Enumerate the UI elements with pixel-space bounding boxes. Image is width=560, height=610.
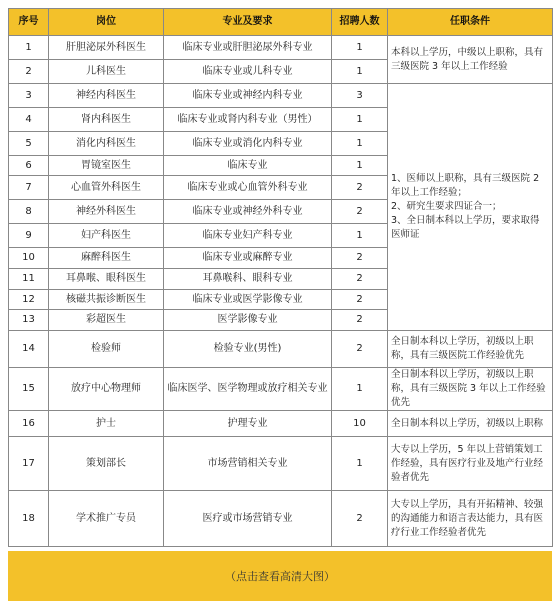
row-post: 彩超医生 bbox=[49, 310, 164, 331]
row-count: 1 bbox=[332, 437, 388, 491]
row-no: 9 bbox=[9, 224, 49, 248]
footer-label: （点击查看高清大图） bbox=[225, 570, 335, 583]
header-major: 专业及要求 bbox=[164, 9, 332, 36]
row-post: 肝胆泌尿外科医生 bbox=[49, 36, 164, 60]
row-major: 护理专业 bbox=[164, 411, 332, 437]
row-post: 护士 bbox=[49, 411, 164, 437]
row-no: 6 bbox=[9, 156, 49, 176]
row-no: 11 bbox=[9, 269, 49, 290]
row-major: 临床医学、医学物理或放疗相关专业 bbox=[164, 368, 332, 411]
table-row bbox=[9, 411, 553, 437]
row-count: 2 bbox=[332, 331, 388, 368]
row-major: 临床专业 bbox=[164, 156, 332, 176]
row-major: 耳鼻喉科、眼科专业 bbox=[164, 269, 332, 290]
row-post: 耳鼻喉、眼科医生 bbox=[49, 269, 164, 290]
row-no: 15 bbox=[9, 368, 49, 411]
row-no: 7 bbox=[9, 176, 49, 200]
row-post: 麻醉科医生 bbox=[49, 248, 164, 269]
row-post: 心血管外科医生 bbox=[49, 176, 164, 200]
table-row bbox=[9, 36, 553, 60]
row-no: 4 bbox=[9, 108, 49, 132]
row-major: 临床专业或神经外科专业 bbox=[164, 200, 332, 224]
recruitment-table bbox=[8, 8, 553, 547]
row-count: 2 bbox=[332, 176, 388, 200]
row-no: 17 bbox=[9, 437, 49, 491]
row-post: 策划部长 bbox=[49, 437, 164, 491]
row-count: 2 bbox=[332, 248, 388, 269]
requirement-cell: 全日制本科以上学历，初级以上职称，具有三级医院 3 年以上工作经验优先 bbox=[388, 368, 553, 411]
row-major: 市场营销相关专业 bbox=[164, 437, 332, 491]
row-count: 2 bbox=[332, 491, 388, 547]
header-post: 岗位 bbox=[49, 9, 164, 36]
row-count: 1 bbox=[332, 36, 388, 60]
row-post: 学术推广专员 bbox=[49, 491, 164, 547]
row-major: 医学影像专业 bbox=[164, 310, 332, 331]
requirement-cell: 大专以上学历，5 年以上营销策划工作经验，具有医疗行业及地产行业经验者优先 bbox=[388, 437, 553, 491]
row-post: 检验师 bbox=[49, 331, 164, 368]
row-count: 1 bbox=[332, 368, 388, 411]
row-no: 3 bbox=[9, 84, 49, 108]
row-major: 临床专业或肾内科专业（男性） bbox=[164, 108, 332, 132]
row-count: 1 bbox=[332, 60, 388, 84]
row-major: 临床专业或麻醉专业 bbox=[164, 248, 332, 269]
row-count: 2 bbox=[332, 200, 388, 224]
row-no: 12 bbox=[9, 290, 49, 310]
row-post: 神经内科医生 bbox=[49, 84, 164, 108]
header-requirements: 任职条件 bbox=[388, 9, 553, 36]
requirement-cell: 全日制本科以上学历，初级以上职称 bbox=[388, 411, 553, 437]
row-post: 胃镜室医生 bbox=[49, 156, 164, 176]
header-count: 招聘人数 bbox=[332, 9, 388, 36]
table-row bbox=[9, 84, 553, 108]
requirement-cell: 本科以上学历，中级以上职称，具有三级医院 3 年以上工作经验 bbox=[388, 36, 553, 84]
table-row bbox=[9, 491, 553, 547]
row-count: 2 bbox=[332, 310, 388, 331]
row-major: 临床专业或医学影像专业 bbox=[164, 290, 332, 310]
row-post: 神经外科医生 bbox=[49, 200, 164, 224]
row-no: 1 bbox=[9, 36, 49, 60]
row-no: 10 bbox=[9, 248, 49, 269]
row-no: 18 bbox=[9, 491, 49, 547]
header-no: 序号 bbox=[9, 9, 49, 36]
table-row bbox=[9, 368, 553, 411]
row-major: 临床专业或消化内科专业 bbox=[164, 132, 332, 156]
row-no: 2 bbox=[9, 60, 49, 84]
row-count: 1 bbox=[332, 108, 388, 132]
row-post: 核磁共振诊断医生 bbox=[49, 290, 164, 310]
row-no: 14 bbox=[9, 331, 49, 368]
row-post: 肾内科医生 bbox=[49, 108, 164, 132]
row-major: 临床专业或儿科专业 bbox=[164, 60, 332, 84]
row-post: 妇产科医生 bbox=[49, 224, 164, 248]
row-major: 医疗或市场营销专业 bbox=[164, 491, 332, 547]
row-major: 临床专业或肝胆泌尿外科专业 bbox=[164, 36, 332, 60]
row-post: 放疗中心物理师 bbox=[49, 368, 164, 411]
requirement-cell: 全日制本科以上学历，初级以上职称，具有三级医院工作经验优先 bbox=[388, 331, 553, 368]
row-major: 检验专业(男性) bbox=[164, 331, 332, 368]
row-no: 8 bbox=[9, 200, 49, 224]
row-count: 2 bbox=[332, 290, 388, 310]
row-count: 1 bbox=[332, 156, 388, 176]
row-count: 1 bbox=[332, 132, 388, 156]
row-count: 10 bbox=[332, 411, 388, 437]
row-major: 临床专业或神经内科专业 bbox=[164, 84, 332, 108]
row-count: 2 bbox=[332, 269, 388, 290]
requirement-cell: 大专以上学历，具有开拓精神、较强的沟通能力和语言表达能力，具有医疗行业工作经验者优先 bbox=[388, 491, 553, 547]
table-row bbox=[9, 331, 553, 368]
row-no: 5 bbox=[9, 132, 49, 156]
row-count: 3 bbox=[332, 84, 388, 108]
table-header-row bbox=[9, 9, 553, 36]
row-no: 13 bbox=[9, 310, 49, 331]
view-hd-image-link[interactable] bbox=[8, 551, 552, 601]
row-major: 临床专业或心血管外科专业 bbox=[164, 176, 332, 200]
row-count: 1 bbox=[332, 224, 388, 248]
row-no: 16 bbox=[9, 411, 49, 437]
table-row bbox=[9, 437, 553, 491]
row-post: 儿科医生 bbox=[49, 60, 164, 84]
row-major: 临床专业妇产科专业 bbox=[164, 224, 332, 248]
row-post: 消化内科医生 bbox=[49, 132, 164, 156]
requirement-cell: 1、医师以上职称，具有三级医院 2 年以上工作经验； 2、研究生要求四证合一； 3、全日制本科以上学历，要求取得医师证 bbox=[388, 84, 553, 331]
